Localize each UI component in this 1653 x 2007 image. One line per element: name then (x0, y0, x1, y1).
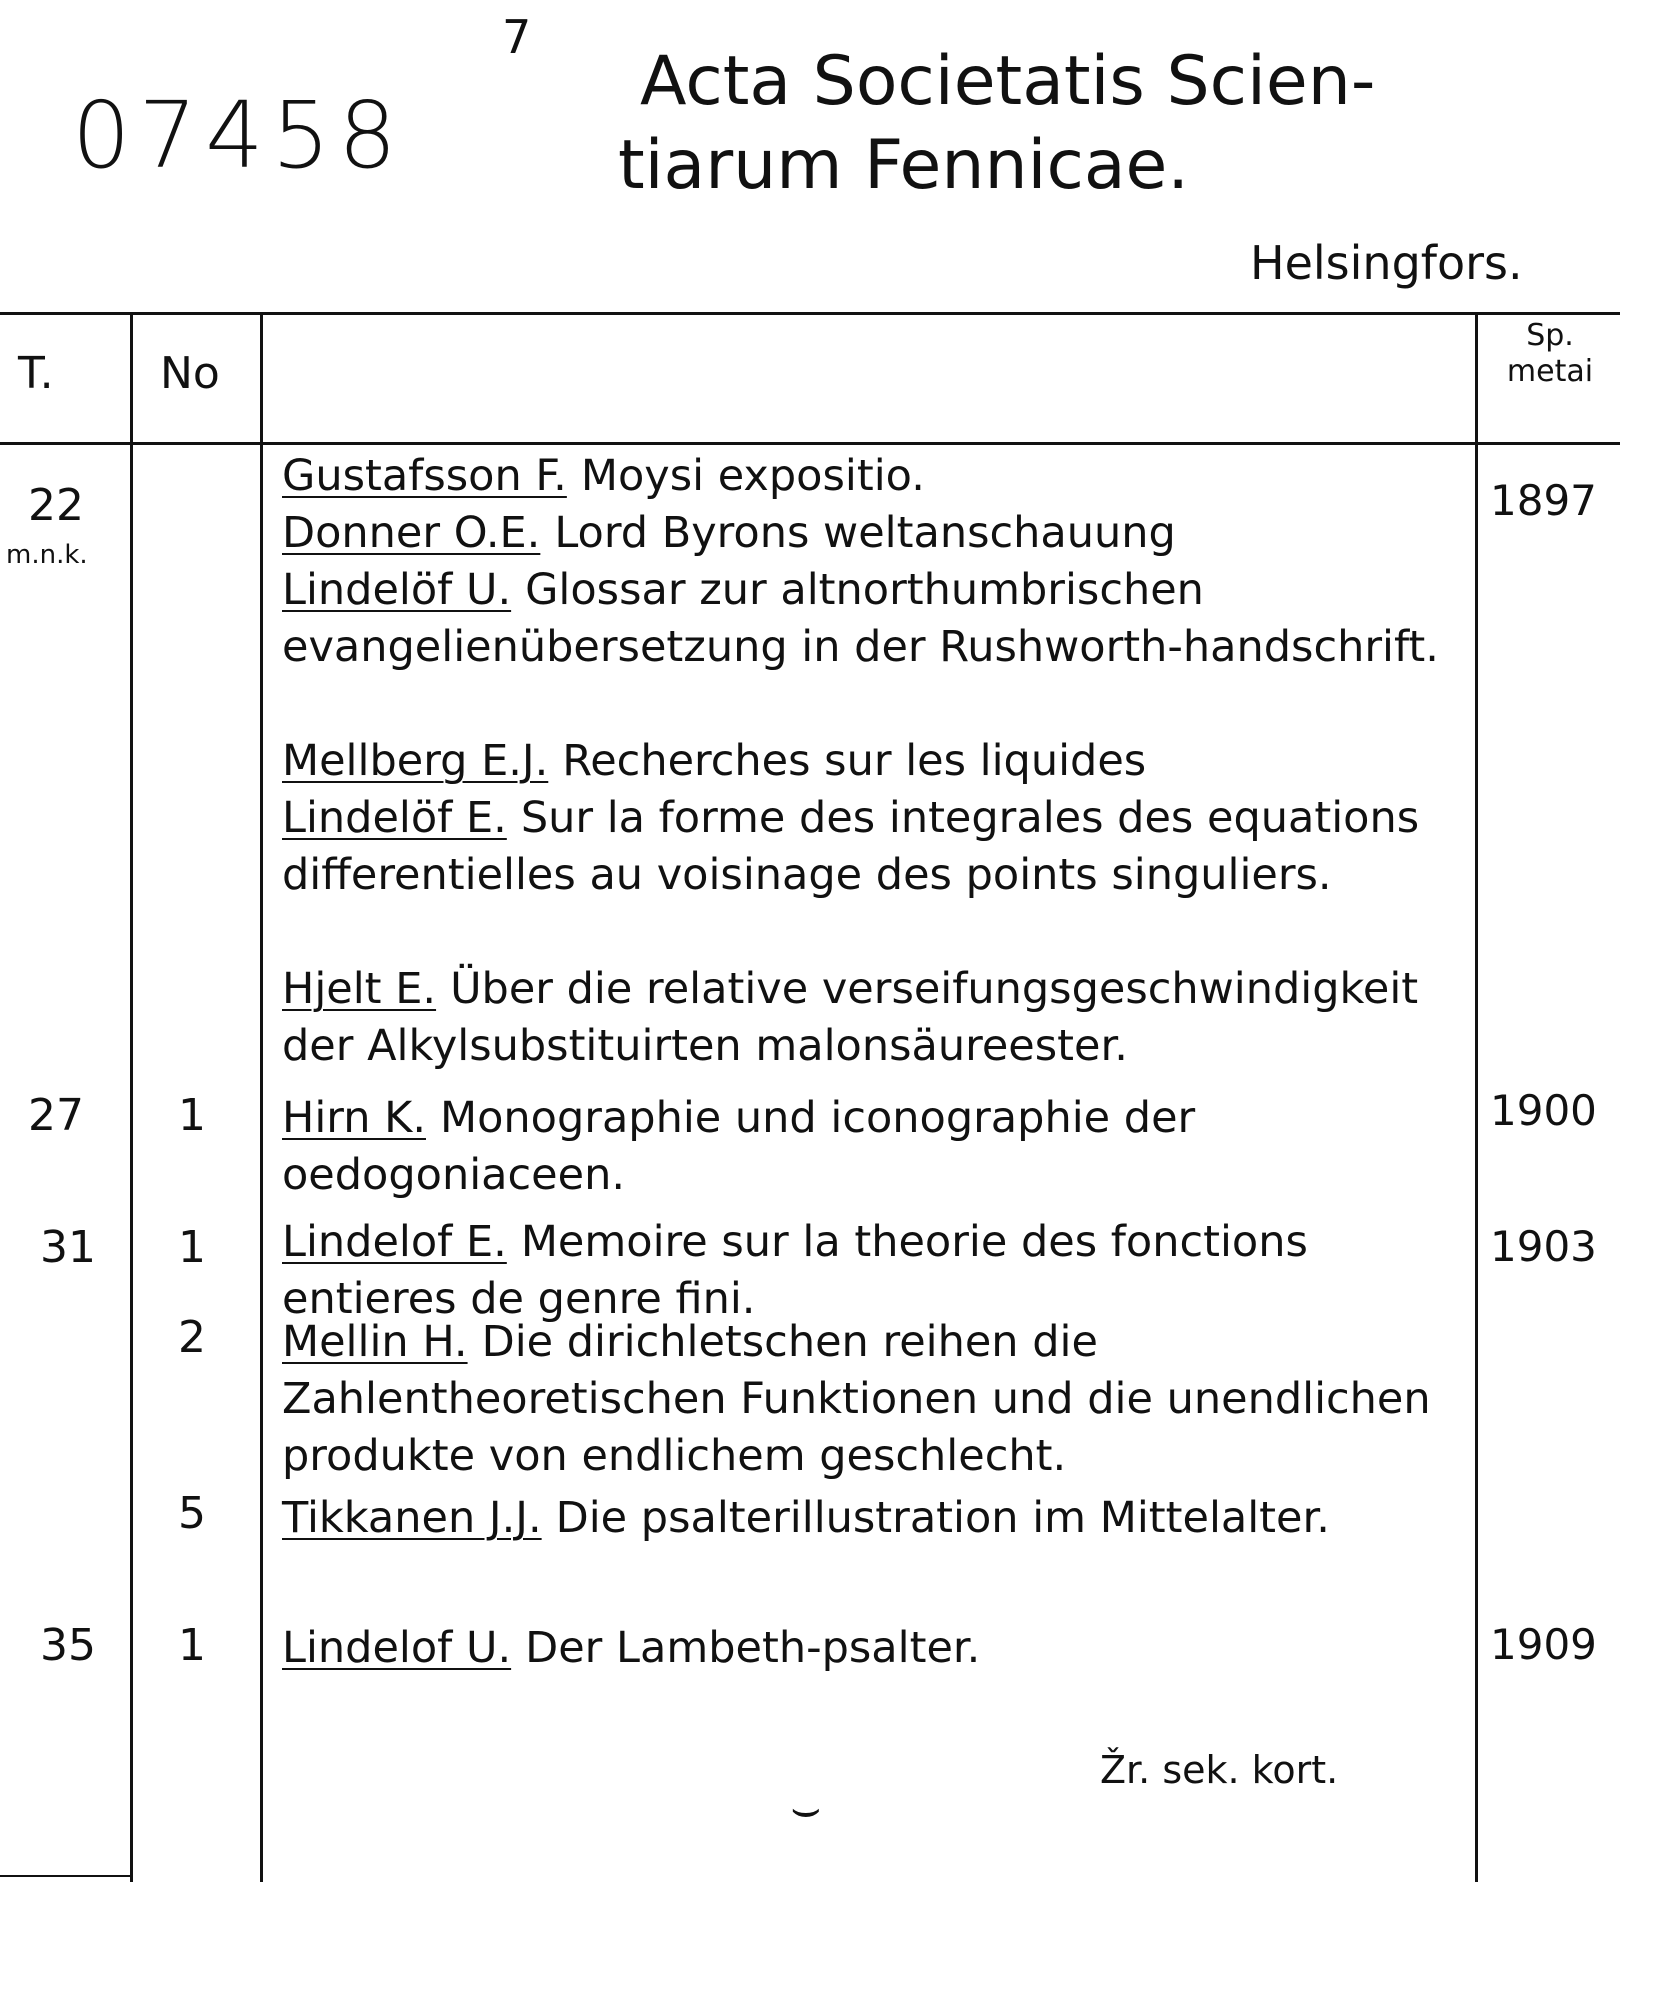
entry-tikkanen (282, 1490, 1482, 1547)
number-column-rule (260, 312, 263, 1882)
entry-title: Lord Byrons weltanschauung (554, 508, 1176, 558)
year-27: 1900 (1490, 1086, 1597, 1135)
entry-title: Memoire sur la theorie des fonctions entieres de genre fini. (282, 1217, 1308, 1324)
year-header-line-2: metai (1506, 354, 1594, 389)
entry-author: Mellberg E.J. (282, 736, 549, 786)
entry-lindelof-e-memoire (282, 1214, 1482, 1328)
entry-title: Sur la forme des integrales des equations differentielles au voisinage des points singuliers. (282, 793, 1420, 900)
see-next-card-note: Žr. sek. kort. (1100, 1748, 1339, 1792)
entry-author: Hjelt E. (282, 964, 437, 1014)
entry-title: Monographie und iconographie der oedogoniaceen. (282, 1093, 1196, 1200)
title-line-2: tiarum Fennicae. (618, 126, 1189, 205)
entry-title: Glossar zur altnorthumbrischen evangelienübersetzung in der Rushworth-handschrift. (282, 565, 1439, 672)
volume-column-header: T. (18, 348, 54, 399)
card-title (618, 40, 1376, 208)
year-column-header (1480, 318, 1620, 390)
entry-title: Die psalterillustration im Mittelalter. (555, 1493, 1330, 1543)
entry-donner (282, 505, 1482, 562)
volume-27: 27 (28, 1090, 84, 1141)
publication-place: Helsingfors. (1250, 236, 1523, 290)
bottom-left-rule (0, 1875, 130, 1877)
header-bottom-rule (0, 442, 1620, 445)
entry-title: Recherches sur les liquides (562, 736, 1147, 786)
volume-22-note: m.n.k. (6, 540, 88, 570)
volume-column-rule (130, 312, 133, 1882)
entry-hirn (282, 1090, 1482, 1204)
volume-35: 35 (40, 1620, 96, 1671)
entry-author: Lindelof U. (282, 1623, 512, 1673)
number-31-5: 5 (178, 1488, 206, 1539)
year-22: 1897 (1490, 476, 1597, 525)
entry-author: Donner O.E. (282, 508, 541, 558)
entry-author: Lindelöf U. (282, 565, 512, 615)
check-mark: ⌣ (790, 1780, 822, 1836)
volume-31: 31 (40, 1222, 96, 1273)
header-top-rule (0, 312, 1620, 315)
entry-title: Über die relative verseifungsgeschwindigkeit der Alkylsubstituirten malonsäureester. (282, 964, 1419, 1071)
title-line-1: Acta Societatis Scien- (640, 42, 1376, 121)
entry-mellberg (282, 733, 1482, 790)
year-35: 1909 (1490, 1620, 1597, 1669)
entry-lindelof-e-sur (282, 790, 1482, 904)
entry-author: Lindelof E. (282, 1217, 507, 1267)
number-27-1: 1 (178, 1090, 206, 1141)
entry-title: Moysi expositio. (580, 451, 925, 501)
page-mark: 7 (502, 10, 532, 64)
entry-lindelof-u-lambeth (282, 1620, 1482, 1677)
entry-title: Die dirichletschen reihen die Zahlentheoretischen Funktionen und die unendlichen produkte von endlichem geschlecht. (282, 1317, 1431, 1481)
entry-author: Tikkanen J.J. (282, 1493, 542, 1543)
entry-hjelt (282, 961, 1482, 1075)
entry-author: Hirn K. (282, 1093, 426, 1143)
entry-lindelof-u-glossar (282, 562, 1482, 676)
entry-gustafsson (282, 448, 1482, 505)
year-header-line-1: Sp. (1526, 318, 1574, 353)
entry-title: Der Lambeth-psalter. (525, 1623, 981, 1673)
number-31-2: 2 (178, 1312, 206, 1363)
number-31-1: 1 (178, 1222, 206, 1273)
card-number: 07458 (72, 82, 405, 189)
number-35-1: 1 (178, 1620, 206, 1671)
number-column-header: No (160, 348, 220, 399)
entry-author: Mellin H. (282, 1317, 468, 1367)
year-31: 1903 (1490, 1222, 1597, 1271)
volume-22: 22 (28, 480, 84, 531)
entry-mellin (282, 1314, 1482, 1485)
entry-author: Gustafsson F. (282, 451, 567, 501)
entry-author: Lindelöf E. (282, 793, 507, 843)
